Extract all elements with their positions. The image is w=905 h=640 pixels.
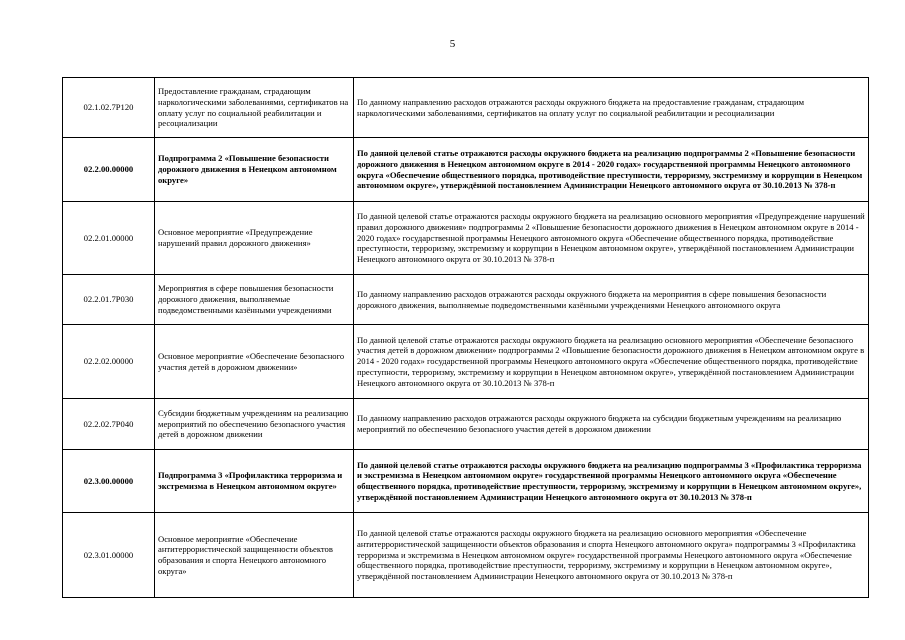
row-name: Подпрограмма 3 «Профилактика терроризма и экстремизма в Ненецком автономном округе» xyxy=(155,450,354,513)
table-row xyxy=(63,138,869,202)
row-description: По данной целевой статье отражаются расходы окружного бюджета на реализацию основного мероприятия «Обеспечение безопасного участия детей в дорожном движении» подпрограммы 2 «Повышение безопасности дорожного движения в Ненецком автономном округе в 2014 - 2020 годах» государственной программы Ненецкого автономного округа «Обеспечение общественного порядка, противодействие преступности, терроризму, экстремизму и коррупции в Ненецком автономном округе», утверждённой постановлением Администрации Ненецкого автономного округа от 30.10.2013 № 378-п xyxy=(354,325,869,399)
row-name: Основное мероприятие «Обеспечение безопасного участия детей в дорожном движении» xyxy=(155,325,354,399)
table-row xyxy=(63,325,869,399)
table-row xyxy=(63,202,869,275)
row-description: По данному направлению расходов отражаются расходы окружного бюджета на мероприятия в сфере повышения безопасности дорожного движения, выполняемые подведомственными казёнными учреждениями Ненецкого автономного округа xyxy=(354,275,869,325)
table-row xyxy=(63,275,869,325)
row-description: По данному направлению расходов отражаются расходы окружного бюджета на субсидии бюджетным учреждениям на реализацию мероприятий по обеспечению безопасного участия детей в дорожном движении xyxy=(354,399,869,450)
row-code: 02.2.00.00000 xyxy=(63,138,155,202)
row-code: 02.2.02.7Р040 xyxy=(63,399,155,450)
row-name: Субсидии бюджетным учреждениям на реализацию мероприятий по обеспечению безопасного участия детей в дорожном движении xyxy=(155,399,354,450)
row-code: 02.2.02.00000 xyxy=(63,325,155,399)
page-number: 5 xyxy=(449,38,456,50)
row-description: По данной целевой статье отражаются расходы окружного бюджета на реализацию основного мероприятия «Предупреждение нарушений правил дорожного движения» подпрограммы 2 «Повышение безопасности дорожного движения в Ненецком автономном округе в 2014 - 2020 годах» государственной программы Ненецкого автономного округа «Обеспечение общественного порядка, противодействие преступности, терроризму, экстремизму и коррупции в Ненецком автономном округе», утверждённой постановлением Администрации Ненецкого автономного округа от 30.10.2013 № 378-п xyxy=(354,202,869,275)
table-row xyxy=(63,399,869,450)
row-description: По данной целевой статье отражаются расходы окружного бюджета на реализацию подпрограммы 3 «Профилактика терроризма и экстремизма в Ненецком автономном округе» государственной программы Ненецкого автономного округа «Обеспечение общественного порядка, противодействие преступности, терроризму, экстремизму и коррупции в Ненецком автономном округе», утверждённой постановлением Администрации Ненецкого автономного округа от 30.10.2013 № 378-п xyxy=(354,450,869,513)
row-description: По данной целевой статье отражаются расходы окружного бюджета на реализацию основного мероприятия «Обеспечение антитеррористической защищенности объектов образования и спорта Ненецкого автономного округа» подпрограммы 3 «Профилактика терроризма и экстремизма в Ненецком автономном округе» государственной программы Ненецкого автономного округа «Обеспечение общественного порядка, противодействие преступности, терроризму, экстремизму и коррупции в Ненецком автономном округе», утверждённой постановлением Администрации Ненецкого автономного округа от 30.10.2013 № 378-п xyxy=(354,513,869,598)
row-name: Подпрограмма 2 «Повышение безопасности дорожного движения в Ненецком автономном округе» xyxy=(155,138,354,202)
table-row xyxy=(63,513,869,598)
row-name: Основное мероприятие «Предупреждение нарушений правил дорожного движения» xyxy=(155,202,354,275)
row-code: 02.2.01.00000 xyxy=(63,202,155,275)
row-description: По данному направлению расходов отражаются расходы окружного бюджета на предоставление гражданам, страдающим наркологическими заболеваниями, сертификатов на оплату услуг по социальной реабилитации и ресоциализации xyxy=(354,78,869,138)
budget-classification-table xyxy=(62,77,869,598)
row-code: 02.3.00.00000 xyxy=(63,450,155,513)
row-code: 02.3.01.00000 xyxy=(63,513,155,598)
row-code: 02.1.02.7Р120 xyxy=(63,78,155,138)
table-row xyxy=(63,78,869,138)
row-code: 02.2.01.7Р030 xyxy=(63,275,155,325)
row-name: Основное мероприятие «Обеспечение антитеррористической защищенности объектов образования и спорта Ненецкого автономного округа» xyxy=(155,513,354,598)
row-name: Мероприятия в сфере повышения безопасности дорожного движения, выполняемые подведомственными казёнными учреждениями xyxy=(155,275,354,325)
row-description: По данной целевой статье отражаются расходы окружного бюджета на реализацию подпрограммы 2 «Повышение безопасности дорожного движения в Ненецком автономном округе в 2014 - 2020 годах» государственной программы Ненецкого автономного округа «Обеспечение общественного порядка, противодействие преступности, терроризму, экстремизму и коррупции в Ненецком автономном округе», утверждённой постановлением Администрации Ненецкого автономного округа от 30.10.2013 № 378-п xyxy=(354,138,869,202)
table-row xyxy=(63,450,869,513)
row-name: Предоставление гражданам, страдающим наркологическими заболеваниями, сертификатов на оплату услуг по социальной реабилитации и ресоциализации xyxy=(155,78,354,138)
